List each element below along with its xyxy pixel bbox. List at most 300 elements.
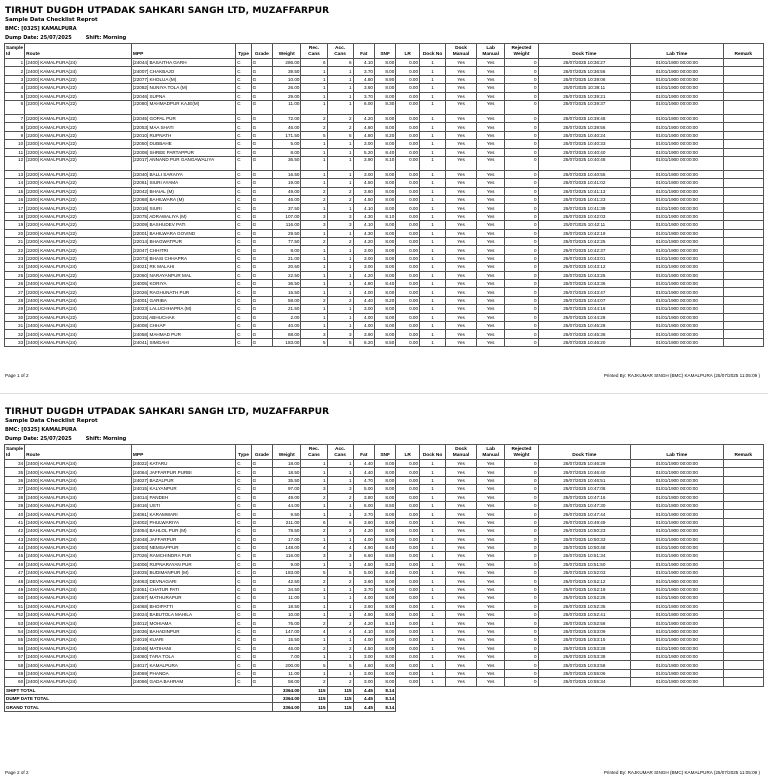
table-cell: 1: [420, 619, 446, 627]
table-cell: 0.00: [396, 569, 420, 577]
table-cell: 1: [301, 501, 327, 509]
table-cell: 01/01/1900 00:00:00: [631, 238, 724, 246]
table-cell: [2200] KAMALPURA(22): [25, 179, 132, 187]
table-cell: [723, 59, 763, 67]
table-cell: [723, 321, 763, 329]
table-cell: Yes: [476, 543, 504, 551]
table-cell: C: [236, 123, 251, 131]
table-cell: 25/07/2025 10:50:48: [538, 543, 631, 551]
table-row: [5, 140, 764, 148]
table-cell: 0: [505, 577, 538, 585]
table-cell: C: [236, 254, 251, 262]
table-cell: G: [251, 67, 272, 75]
table-row: [5, 148, 764, 156]
table-header-row: [5, 44, 764, 59]
table-cell: C: [236, 535, 251, 543]
table-cell: 78.50: [273, 527, 301, 535]
column-header: Remark: [723, 44, 763, 59]
table-cell: 25/07/2025 10:47:08: [538, 485, 631, 493]
table-cell: 0.00: [396, 238, 420, 246]
table-cell: 3.00: [353, 678, 374, 686]
table-cell: 1: [420, 296, 446, 304]
table-cell: 0: [505, 661, 538, 669]
table-cell: 8.00: [374, 140, 395, 148]
total-fat: 4.45: [353, 694, 374, 702]
table-cell: 51: [5, 602, 25, 610]
table-cell: G: [251, 59, 272, 67]
table-cell: 76.00: [273, 619, 301, 627]
table-cell: 8.00: [374, 611, 395, 619]
table-cell: 2: [301, 577, 327, 585]
table-cell: 1: [301, 279, 327, 287]
table-cell: 211.00: [273, 518, 301, 526]
table-cell: 2: [327, 619, 353, 627]
table-cell: 41: [5, 518, 25, 526]
table-row: [5, 569, 764, 577]
table-cell: 1: [420, 543, 446, 551]
table-row: [5, 611, 764, 619]
column-header: Lab Time: [631, 44, 724, 59]
table-cell: Yes: [446, 238, 477, 246]
total-empty: [396, 686, 764, 694]
table-cell: 1: [420, 468, 446, 476]
table-cell: 8.40: [374, 279, 395, 287]
table-cell: Yes: [446, 321, 477, 329]
table-cell: 01/01/1900 00:00:00: [631, 170, 724, 178]
table-cell: 8.00: [374, 288, 395, 296]
table-cell: Yes: [446, 535, 477, 543]
table-cell: 1: [420, 644, 446, 652]
table-cell: [2200] KAMALPURA(22): [25, 170, 132, 178]
table-cell: 1: [327, 229, 353, 237]
table-cell: 0: [505, 140, 538, 148]
table-cell: C: [236, 518, 251, 526]
table-cell: G: [251, 75, 272, 83]
table-cell: G: [251, 468, 272, 476]
table-cell: 1: [420, 229, 446, 237]
table-cell: [2400] KAMALPURA(24): [25, 460, 132, 468]
table-cell: 1: [420, 84, 446, 92]
table-cell: [2200] KAMALPURA(22): [25, 84, 132, 92]
table-cell: 48: [5, 577, 25, 585]
table-cell: [723, 468, 763, 476]
table-cell: 0: [505, 552, 538, 560]
table-cell: [2400] KAMALPURA(24): [25, 279, 132, 287]
table-cell: G: [251, 652, 272, 660]
table-cell: Yes: [446, 212, 477, 220]
table-cell: 49.00: [273, 493, 301, 501]
table-cell: [723, 585, 763, 593]
table-cell: [24021] RK MALAHI: [131, 263, 235, 271]
table-cell: Yes: [476, 585, 504, 593]
table-cell: 2: [301, 196, 327, 204]
table-cell: 1: [327, 460, 353, 468]
table-row: [5, 75, 764, 83]
table-cell: 4.80: [353, 131, 374, 139]
table-cell: 1: [301, 156, 327, 170]
table-cell: [723, 644, 763, 652]
table-cell: Yes: [446, 288, 477, 296]
table-row: [5, 271, 764, 279]
table-cell: 16: [5, 196, 25, 204]
table-cell: [723, 221, 763, 229]
table-cell: C: [236, 271, 251, 279]
table-cell: 0: [505, 468, 538, 476]
table-cell: 01/01/1900 00:00:00: [631, 263, 724, 271]
table-cell: G: [251, 100, 272, 114]
table-row: [5, 527, 764, 535]
table-cell: [24007] CHAKBAJO: [131, 67, 235, 75]
table-cell: 8.90: [374, 75, 395, 83]
table-cell: 3.70: [353, 585, 374, 593]
page-number: Page 1 of 2: [5, 373, 29, 378]
table-cell: Yes: [446, 476, 477, 484]
table-cell: 3.60: [353, 602, 374, 610]
table-cell: 33: [5, 338, 25, 346]
table-cell: 1: [327, 501, 353, 509]
table-cell: [24041] SIMGAHI: [131, 338, 235, 346]
table-cell: Yes: [446, 246, 477, 254]
table-cell: 25/07/2025 10:39:37: [538, 100, 631, 114]
table-cell: 0.00: [396, 527, 420, 535]
table-cell: [723, 100, 763, 114]
table-cell: Yes: [476, 321, 504, 329]
table-cell: 1: [420, 246, 446, 254]
table-cell: 01/01/1900 00:00:00: [631, 338, 724, 346]
table-cell: 25/07/2025 10:40:40: [538, 148, 631, 156]
table-cell: Yes: [476, 476, 504, 484]
table-cell: 1: [420, 221, 446, 229]
table-cell: 0: [505, 602, 538, 610]
table-cell: Yes: [446, 527, 477, 535]
table-cell: G: [251, 179, 272, 187]
table-cell: 0: [505, 313, 538, 321]
table-row: [5, 552, 764, 560]
table-cell: 25/07/2025 10:53:28: [538, 644, 631, 652]
table-cell: 0.00: [396, 552, 420, 560]
table-row: [5, 59, 764, 67]
table-cell: C: [236, 305, 251, 313]
table-cell: 25/07/2025 10:41:39: [538, 204, 631, 212]
table-cell: 4.00: [353, 636, 374, 644]
table-cell: C: [236, 84, 251, 92]
table-cell: 1: [327, 585, 353, 593]
table-cell: Yes: [446, 75, 477, 83]
table-cell: C: [236, 114, 251, 122]
table-cell: G: [251, 229, 272, 237]
bmc-label: BMC: [0325] KAMALPURA: [5, 26, 77, 32]
table-cell: 1: [301, 288, 327, 296]
table-cell: 37.50: [273, 204, 301, 212]
table-row: [5, 123, 764, 131]
table-cell: 8.00: [374, 493, 395, 501]
table-cell: 5.00: [353, 485, 374, 493]
table-cell: 171.50: [273, 131, 301, 139]
table-cell: 17.00: [273, 535, 301, 543]
table-cell: 25/07/2025 10:40:48: [538, 156, 631, 170]
table-cell: 0: [505, 321, 538, 329]
table-cell: 01/01/1900 00:00:00: [631, 627, 724, 635]
table-cell: 1: [301, 535, 327, 543]
table-cell: 1: [301, 602, 327, 610]
table-cell: [2400] KAMALPURA(24): [25, 577, 132, 585]
table-cell: 01/01/1900 00:00:00: [631, 321, 724, 329]
table-cell: Yes: [446, 140, 477, 148]
table-cell: 9.50: [273, 510, 301, 518]
table-cell: [24015] KALYANPUR: [131, 485, 235, 493]
table-cell: 4.10: [353, 204, 374, 212]
table-cell: 1: [420, 652, 446, 660]
table-cell: [22061] SIURI AYAMA: [131, 179, 235, 187]
table-cell: Yes: [446, 100, 477, 114]
table-cell: Yes: [476, 140, 504, 148]
table-cell: 25/07/2025 10:40:55: [538, 170, 631, 178]
table-cell: 42: [5, 527, 25, 535]
total-row: [5, 694, 764, 702]
table-cell: C: [236, 170, 251, 178]
total-acc: 115: [327, 686, 353, 694]
table-cell: Yes: [476, 569, 504, 577]
table-cell: Yes: [446, 187, 477, 195]
table-cell: 8.00: [374, 246, 395, 254]
table-cell: G: [251, 552, 272, 560]
table-cell: 0.00: [396, 644, 420, 652]
table-cell: [2400] KAMALPURA(24): [25, 652, 132, 660]
table-cell: 3.00: [353, 652, 374, 660]
table-cell: G: [251, 187, 272, 195]
table-cell: 0.00: [396, 460, 420, 468]
table-cell: [24046] MATIHANI: [131, 644, 235, 652]
total-acc: 115: [327, 703, 353, 711]
table-cell: G: [251, 313, 272, 321]
dump-date-line: [5, 436, 126, 442]
table-cell: [22014] BHAGWATPUR: [131, 238, 235, 246]
table-cell: [723, 594, 763, 602]
table-row: [5, 577, 764, 585]
table-cell: [27026] RAMCHINDRA PUR: [131, 552, 235, 560]
table-cell: [2400] KAMALPURA(24): [25, 669, 132, 677]
table-cell: 31: [5, 321, 25, 329]
table-cell: 36: [5, 476, 25, 484]
table-cell: 1: [301, 510, 327, 518]
table-cell: 01/01/1900 00:00:00: [631, 229, 724, 237]
table-cell: 4.10: [353, 59, 374, 67]
table-cell: 1: [327, 67, 353, 75]
table-cell: 4: [301, 543, 327, 551]
table-cell: Yes: [446, 279, 477, 287]
table-cell: 25/07/2025 10:42:19: [538, 229, 631, 237]
column-header: Acc. Cans: [327, 44, 353, 59]
table-cell: G: [251, 585, 272, 593]
table-cell: 4.70: [353, 476, 374, 484]
column-header: Lab Manual: [476, 44, 504, 59]
table-cell: C: [236, 543, 251, 551]
table-cell: 32: [5, 330, 25, 338]
table-cell: 27: [5, 288, 25, 296]
table-cell: Yes: [446, 560, 477, 568]
table-cell: G: [251, 577, 272, 585]
table-cell: 0.00: [396, 187, 420, 195]
table-cell: 0: [505, 204, 538, 212]
table-cell: 1: [420, 485, 446, 493]
table-cell: 01/01/1900 00:00:00: [631, 585, 724, 593]
column-header: Fat: [353, 445, 374, 460]
table-cell: 0.00: [396, 678, 420, 686]
table-cell: C: [236, 636, 251, 644]
table-cell: 1: [420, 627, 446, 635]
table-cell: 8.00: [374, 594, 395, 602]
table-cell: 49: [5, 585, 25, 593]
table-cell: [2400] KAMALPURA(24): [25, 263, 132, 271]
table-cell: 8.40: [374, 148, 395, 156]
table-cell: [22060] NARAYANPUR MAL: [131, 271, 235, 279]
table-cell: 25/07/2025 10:43:47: [538, 288, 631, 296]
table-cell: [24012] MOHIAMA: [131, 619, 235, 627]
table-cell: 116.00: [273, 221, 301, 229]
table-cell: 2: [327, 187, 353, 195]
table-cell: 01/01/1900 00:00:00: [631, 221, 724, 229]
table-cell: 0: [505, 476, 538, 484]
table-cell: G: [251, 156, 272, 170]
table-cell: Yes: [476, 594, 504, 602]
table-cell: C: [236, 75, 251, 83]
table-cell: 1: [327, 179, 353, 187]
table-cell: 25/07/2025 10:55:34: [538, 678, 631, 686]
table-cell: 25/07/2025 10:42:25: [538, 238, 631, 246]
table-cell: 01/01/1900 00:00:00: [631, 196, 724, 204]
table-cell: [22080] MAHMADPUR KAJE(M): [131, 100, 235, 114]
table-cell: 8.00: [374, 123, 395, 131]
table-cell: 0.00: [396, 170, 420, 178]
table-cell: 8.00: [374, 313, 395, 321]
total-fat: 4.45: [353, 686, 374, 694]
report-page-2: [0, 400, 768, 782]
table-cell: 8.00: [374, 204, 395, 212]
table-cell: 40: [5, 510, 25, 518]
table-cell: 0: [505, 627, 538, 635]
table-cell: [24061] KARAMWARI: [131, 510, 235, 518]
table-cell: 12: [5, 156, 25, 170]
table-cell: 0.00: [396, 67, 420, 75]
table-cell: [24068] BHOIPATTI: [131, 602, 235, 610]
table-row: [5, 305, 764, 313]
table-cell: G: [251, 330, 272, 338]
table-cell: 3: [327, 221, 353, 229]
table-cell: G: [251, 84, 272, 92]
table-cell: 3: [5, 75, 25, 83]
table-cell: 25/07/2025 10:46:51: [538, 476, 631, 484]
table-row: [5, 518, 764, 526]
table-cell: 0: [505, 619, 538, 627]
table-cell: 58.00: [273, 296, 301, 304]
table-cell: [2400] KAMALPURA(24): [25, 619, 132, 627]
table-cell: 01/01/1900 00:00:00: [631, 204, 724, 212]
table-cell: G: [251, 518, 272, 526]
table-cell: 01/01/1900 00:00:00: [631, 636, 724, 644]
table-cell: 8.00: [374, 170, 395, 178]
table-cell: 0.00: [396, 585, 420, 593]
table-cell: 2.00: [273, 313, 301, 321]
table-cell: [723, 602, 763, 610]
table-cell: 0.00: [396, 560, 420, 568]
table-cell: 0.00: [396, 305, 420, 313]
table-cell: [2200] KAMALPURA(22): [25, 75, 132, 83]
table-cell: 0.00: [396, 518, 420, 526]
table-cell: 0: [505, 263, 538, 271]
table-cell: Yes: [446, 170, 477, 178]
table-cell: 55: [5, 636, 25, 644]
table-cell: C: [236, 619, 251, 627]
table-cell: 0: [505, 114, 538, 122]
table-cell: 49.00: [273, 187, 301, 195]
table-cell: 8.00: [374, 179, 395, 187]
table-cell: 01/01/1900 00:00:00: [631, 678, 724, 686]
table-cell: [24008] CHHAP: [131, 321, 235, 329]
table-cell: Yes: [446, 678, 477, 686]
table-cell: 1: [420, 305, 446, 313]
table-cell: 4.40: [353, 296, 374, 304]
table-cell: 1: [301, 100, 327, 114]
table-cell: Yes: [476, 296, 504, 304]
table-cell: Yes: [446, 229, 477, 237]
table-cell: Yes: [446, 271, 477, 279]
table-cell: 25/07/2025 10:47:16: [538, 493, 631, 501]
table-cell: 2: [327, 678, 353, 686]
table-cell: 0: [505, 221, 538, 229]
table-cell: 0: [505, 279, 538, 287]
table-cell: 8.00: [374, 229, 395, 237]
table-cell: Yes: [446, 493, 477, 501]
table-cell: 6: [301, 59, 327, 67]
table-cell: 8.00: [374, 518, 395, 526]
table-row: [5, 92, 764, 100]
table-cell: [24060] TARA TOLA: [131, 652, 235, 660]
table-cell: [22008] SHREE PARTAPPUR: [131, 148, 235, 156]
table-cell: Yes: [446, 518, 477, 526]
table-cell: Yes: [476, 619, 504, 627]
table-cell: 8.00: [374, 196, 395, 204]
table-cell: 25/07/2025 10:39:11: [538, 84, 631, 92]
table-cell: [2400] KAMALPURA(24): [25, 476, 132, 484]
table-cell: 1: [420, 75, 446, 83]
column-header: Acc. Cans: [327, 445, 353, 460]
table-cell: 4.60: [353, 661, 374, 669]
table-cell: 10: [5, 140, 25, 148]
table-row: [5, 229, 764, 237]
column-header: Route: [25, 445, 132, 460]
table-cell: 0: [505, 123, 538, 131]
table-cell: 01/01/1900 00:00:00: [631, 527, 724, 535]
table-cell: [2200] KAMALPURA(22): [25, 254, 132, 262]
table-cell: 2: [327, 114, 353, 122]
table-cell: [22046] SUPNA: [131, 92, 235, 100]
table-cell: [24016] USTI: [131, 501, 235, 509]
table-cell: 01/01/1900 00:00:00: [631, 254, 724, 262]
table-cell: [2400] KAMALPURA(24): [25, 59, 132, 67]
column-header: SNF: [374, 445, 395, 460]
table-cell: 1: [327, 636, 353, 644]
table-cell: 0: [505, 271, 538, 279]
table-row: [5, 187, 764, 195]
table-cell: 21.00: [273, 254, 301, 262]
table-cell: Yes: [476, 652, 504, 660]
table-row: [5, 246, 764, 254]
table-cell: 1: [301, 560, 327, 568]
table-cell: 0: [505, 560, 538, 568]
table-cell: Yes: [446, 59, 477, 67]
table-cell: 17: [5, 204, 25, 212]
table-cell: Yes: [476, 644, 504, 652]
